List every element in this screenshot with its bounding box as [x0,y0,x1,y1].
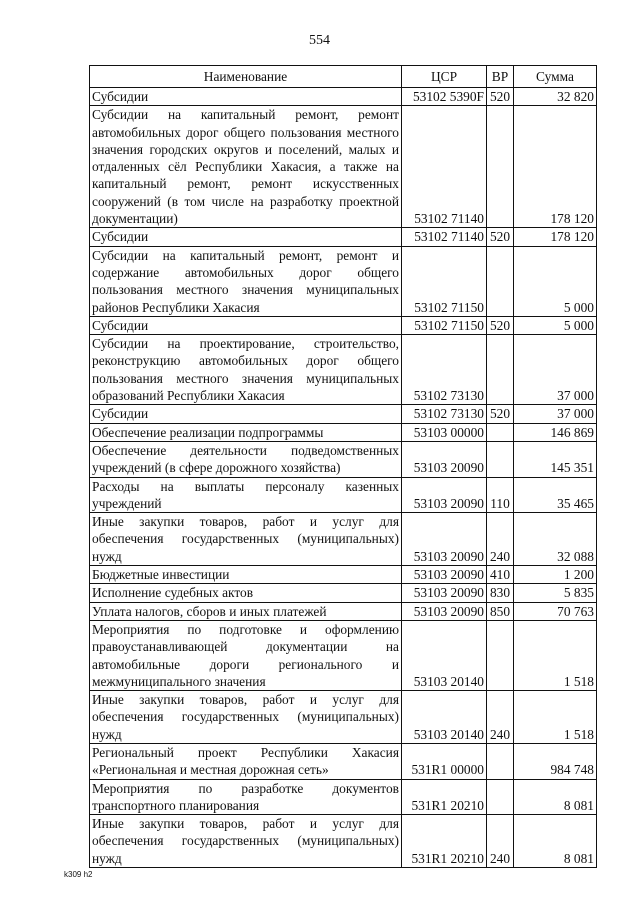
row-sum: 37 000 [514,335,597,405]
row-name: Мероприятия по разработке документов транспортного планирования [90,779,402,815]
row-sum: 146 869 [514,423,597,441]
row-sum: 178 120 [514,106,597,228]
row-vr: 240 [487,513,514,566]
header-name: Наименование [90,66,402,88]
row-vr [487,423,514,441]
row-vr: 520 [487,316,514,334]
table-row [90,246,597,316]
table-row [90,743,597,779]
row-sum: 5 000 [514,246,597,316]
page-number: 554 [309,33,330,48]
row-csr: 53102 5390F [402,88,487,106]
row-sum: 1 200 [514,566,597,584]
row-csr: 53103 20090 [402,513,487,566]
row-csr: 53103 20090 [402,477,487,513]
row-name: Обеспечение деятельности подведомственных учреждений (в сфере дорожного хозяйства) [90,441,402,477]
row-sum: 5 000 [514,316,597,334]
table-row [90,584,597,602]
row-name: Субсидии на проектирование, строительство, реконструкцию автомобильных дорог общего пользования местного значения муниципальных образований Республики Хакасия [90,335,402,405]
table-row [90,441,597,477]
table-row [90,566,597,584]
row-sum: 5 835 [514,584,597,602]
row-csr: 53103 20140 [402,620,487,690]
table-row [90,228,597,246]
row-vr [487,743,514,779]
table-row [90,815,597,868]
table-row [90,602,597,620]
table-row [90,513,597,566]
row-name: Субсидии на капитальный ремонт, ремонт и содержание автомобильных дорог общего пользования местного значения муниципальных районов Республики Хакасия [90,246,402,316]
row-csr: 53103 20090 [402,602,487,620]
table-row [90,106,597,228]
row-name: Субсидии [90,228,402,246]
row-name: Иные закупки товаров, работ и услуг для обеспечения государственных (муниципальных) нужд [90,691,402,744]
row-sum: 8 081 [514,815,597,868]
row-csr: 53103 20090 [402,566,487,584]
row-csr: 53103 20090 [402,584,487,602]
footer-code: k309 h2 [64,870,93,879]
row-vr: 410 [487,566,514,584]
row-sum: 984 748 [514,743,597,779]
row-csr: 53102 73130 [402,405,487,423]
header-csr: ЦСР [402,66,487,88]
row-sum: 8 081 [514,779,597,815]
row-vr: 520 [487,228,514,246]
row-vr [487,779,514,815]
row-name: Иные закупки товаров, работ и услуг для обеспечения государственных (муниципальных) нужд [90,815,402,868]
table-row [90,620,597,690]
row-vr [487,106,514,228]
row-sum: 32 820 [514,88,597,106]
row-name: Мероприятия по подготовке и оформлению правоустанавливающей документации на автомобильные дороги регионального и межмуниципального значения [90,620,402,690]
row-csr: 53102 71150 [402,246,487,316]
header-vr: ВР [487,66,514,88]
row-csr: 53102 71140 [402,106,487,228]
table-row [90,691,597,744]
row-vr: 240 [487,815,514,868]
header-sum: Сумма [514,66,597,88]
row-vr [487,441,514,477]
row-vr: 830 [487,584,514,602]
table-row [90,335,597,405]
row-sum: 145 351 [514,441,597,477]
row-csr: 53103 20140 [402,691,487,744]
row-vr [487,246,514,316]
row-csr: 531R1 20210 [402,779,487,815]
row-vr: 520 [487,405,514,423]
row-name: Расходы на выплаты персоналу казенных учреждений [90,477,402,513]
row-csr: 53102 71150 [402,316,487,334]
table-row [90,316,597,334]
row-csr: 531R1 20210 [402,815,487,868]
row-csr: 53103 20090 [402,441,487,477]
table-header-row [90,66,597,88]
row-name: Региональный проект Республики Хакасия «Региональная и местная дорожная сеть» [90,743,402,779]
table-body [90,88,597,868]
row-sum: 70 763 [514,602,597,620]
row-name: Иные закупки товаров, работ и услуг для обеспечения государственных (муниципальных) нужд [90,513,402,566]
row-vr: 240 [487,691,514,744]
table-row [90,779,597,815]
row-csr: 53102 71140 [402,228,487,246]
row-sum: 35 465 [514,477,597,513]
row-sum: 32 088 [514,513,597,566]
row-name: Субсидии [90,316,402,334]
row-vr [487,620,514,690]
row-csr: 53103 00000 [402,423,487,441]
table-row [90,477,597,513]
row-csr: 531R1 00000 [402,743,487,779]
budget-table [89,65,597,868]
row-csr: 53102 73130 [402,335,487,405]
row-name: Субсидии [90,88,402,106]
row-name: Исполнение судебных актов [90,584,402,602]
row-name: Уплата налогов, сборов и иных платежей [90,602,402,620]
row-name: Субсидии [90,405,402,423]
row-name: Субсидии на капитальный ремонт, ремонт автомобильных дорог общего пользования местного значения городских округов и поселений, малых и отдаленных сёл Республики Хакасия, а также на капитальный ремонт, ремонт искусственных сооружений (в том числе на разработку проектной документации) [90,106,402,228]
table-row [90,423,597,441]
row-sum: 178 120 [514,228,597,246]
table-row [90,405,597,423]
row-vr: 520 [487,88,514,106]
row-name: Обеспечение реализации подпрограммы [90,423,402,441]
row-vr: 110 [487,477,514,513]
row-sum: 1 518 [514,620,597,690]
row-vr [487,335,514,405]
row-vr: 850 [487,602,514,620]
row-sum: 37 000 [514,405,597,423]
row-sum: 1 518 [514,691,597,744]
table-row [90,88,597,106]
row-name: Бюджетные инвестиции [90,566,402,584]
